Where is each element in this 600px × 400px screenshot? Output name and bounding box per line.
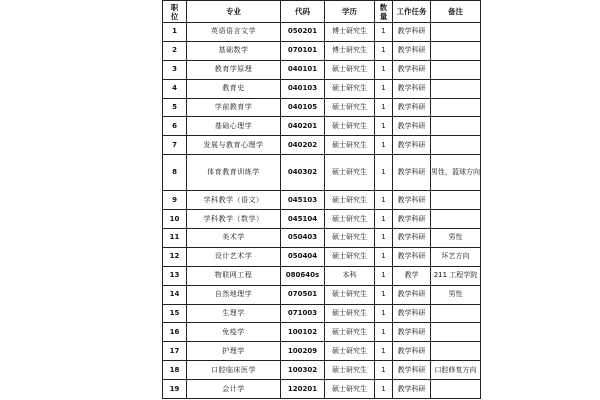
cell-major: 基础心理学: [187, 117, 281, 136]
header-major: 专业: [187, 1, 281, 23]
cell-note: 环艺方向: [431, 247, 481, 266]
cell-count: 1: [375, 136, 393, 155]
cell-note: [431, 191, 481, 210]
cell-index: 13: [163, 266, 187, 285]
cell-major: 设计艺术学: [187, 247, 281, 266]
table-row: [163, 229, 481, 248]
table-row: [163, 285, 481, 304]
cell-note: [431, 98, 481, 117]
cell-index: 19: [163, 380, 187, 399]
cell-count: 1: [375, 229, 393, 248]
cell-major: 学科教学（语文）: [187, 191, 281, 210]
cell-degree: 硕士研究生: [325, 117, 375, 136]
cell-code: 120201: [281, 380, 325, 399]
cell-note: 男性: [431, 285, 481, 304]
cell-note: [431, 304, 481, 323]
table-row: [163, 41, 481, 60]
cell-task: 教学科研: [393, 79, 431, 98]
cell-count: 1: [375, 98, 393, 117]
cell-task: 教学科研: [393, 342, 431, 361]
cell-degree: 硕士研究生: [325, 247, 375, 266]
cell-note: [431, 79, 481, 98]
cell-index: 12: [163, 247, 187, 266]
cell-note: [431, 60, 481, 79]
cell-code: 040101: [281, 60, 325, 79]
cell-index: 8: [163, 155, 187, 191]
table-row: [163, 342, 481, 361]
cell-note: [431, 323, 481, 342]
cell-major: 教育学原理: [187, 60, 281, 79]
cell-note: [431, 342, 481, 361]
cell-note: [431, 210, 481, 229]
cell-degree: 硕士研究生: [325, 60, 375, 79]
header-code: 代码: [281, 1, 325, 23]
cell-index: 7: [163, 136, 187, 155]
cell-major: 口腔临床医学: [187, 361, 281, 380]
cell-note: 男性: [431, 229, 481, 248]
table-row: [163, 60, 481, 79]
header-count: 数 量: [375, 1, 393, 23]
cell-note: 男性，篮球方向: [431, 155, 481, 191]
cell-major: 学前教育学: [187, 98, 281, 117]
table-row: [163, 155, 481, 191]
cell-degree: 硕士研究生: [325, 79, 375, 98]
table-header-row: [163, 1, 481, 23]
header-note: 备注: [431, 1, 481, 23]
cell-count: 1: [375, 79, 393, 98]
cell-task: 教学科研: [393, 155, 431, 191]
table-row: [163, 117, 481, 136]
cell-index: 15: [163, 304, 187, 323]
cell-degree: 硕士研究生: [325, 155, 375, 191]
cell-task: 教学科研: [393, 191, 431, 210]
cell-count: 1: [375, 285, 393, 304]
cell-task: 教学科研: [393, 304, 431, 323]
table-row: [163, 136, 481, 155]
table-row: [163, 323, 481, 342]
cell-note: [431, 380, 481, 399]
cell-index: 2: [163, 41, 187, 60]
cell-index: 17: [163, 342, 187, 361]
cell-major: 生理学: [187, 304, 281, 323]
cell-index: 18: [163, 361, 187, 380]
cell-index: 1: [163, 23, 187, 42]
cell-index: 6: [163, 117, 187, 136]
header-index: 职 位: [163, 1, 187, 23]
cell-count: 1: [375, 247, 393, 266]
cell-code: 040103: [281, 79, 325, 98]
cell-degree: 博士研究生: [325, 23, 375, 42]
table-row: [163, 79, 481, 98]
table-row: [163, 247, 481, 266]
table-row: [163, 380, 481, 399]
cell-task: 教学科研: [393, 23, 431, 42]
cell-code: 045104: [281, 210, 325, 229]
cell-count: 1: [375, 304, 393, 323]
cell-degree: 硕士研究生: [325, 285, 375, 304]
cell-count: 1: [375, 23, 393, 42]
cell-task: 教学科研: [393, 229, 431, 248]
table-row: [163, 210, 481, 229]
cell-count: 1: [375, 210, 393, 229]
table-row: [163, 361, 481, 380]
cell-task: 教学科研: [393, 380, 431, 399]
cell-index: 9: [163, 191, 187, 210]
cell-code: 040202: [281, 136, 325, 155]
table-row: [163, 266, 481, 285]
cell-code: 045103: [281, 191, 325, 210]
cell-count: 1: [375, 266, 393, 285]
cell-count: 1: [375, 191, 393, 210]
cell-degree: 硕士研究生: [325, 342, 375, 361]
cell-major: 体育教育训练学: [187, 155, 281, 191]
cell-major: 发展与教育心理学: [187, 136, 281, 155]
cell-index: 16: [163, 323, 187, 342]
cell-task: 教学科研: [393, 136, 431, 155]
recruitment-table: [162, 0, 481, 399]
cell-index: 11: [163, 229, 187, 248]
cell-index: 4: [163, 79, 187, 98]
cell-degree: 本科: [325, 266, 375, 285]
cell-code: 040201: [281, 117, 325, 136]
cell-major: 英语语言文学: [187, 23, 281, 42]
cell-degree: 硕士研究生: [325, 191, 375, 210]
cell-index: 3: [163, 60, 187, 79]
cell-task: 教学科研: [393, 285, 431, 304]
cell-degree: 硕士研究生: [325, 304, 375, 323]
cell-note: 211 工程学院: [431, 266, 481, 285]
cell-major: 物联网工程: [187, 266, 281, 285]
cell-major: 会计学: [187, 380, 281, 399]
recruitment-table-page: [162, 0, 480, 399]
cell-major: 美术学: [187, 229, 281, 248]
cell-task: 教学科研: [393, 60, 431, 79]
table-row: [163, 304, 481, 323]
cell-code: 100102: [281, 323, 325, 342]
cell-count: 1: [375, 342, 393, 361]
cell-task: 教学科研: [393, 117, 431, 136]
cell-degree: 硕士研究生: [325, 323, 375, 342]
cell-degree: 硕士研究生: [325, 210, 375, 229]
cell-index: 14: [163, 285, 187, 304]
cell-major: 教育史: [187, 79, 281, 98]
cell-major: 基础数学: [187, 41, 281, 60]
cell-count: 1: [375, 155, 393, 191]
cell-count: 1: [375, 41, 393, 60]
cell-degree: 硕士研究生: [325, 229, 375, 248]
cell-count: 1: [375, 380, 393, 399]
cell-code: 071003: [281, 304, 325, 323]
cell-index: 5: [163, 98, 187, 117]
cell-count: 1: [375, 323, 393, 342]
cell-count: 1: [375, 117, 393, 136]
cell-index: 10: [163, 210, 187, 229]
cell-code: 050404: [281, 247, 325, 266]
cell-code: 040105: [281, 98, 325, 117]
cell-count: 1: [375, 60, 393, 79]
cell-note: [431, 136, 481, 155]
cell-note: [431, 117, 481, 136]
cell-code: 100209: [281, 342, 325, 361]
cell-degree: 硕士研究生: [325, 98, 375, 117]
cell-count: 1: [375, 361, 393, 380]
cell-code: 080640s: [281, 266, 325, 285]
cell-major: 免疫学: [187, 323, 281, 342]
cell-degree: 硕士研究生: [325, 136, 375, 155]
cell-major: 护理学: [187, 342, 281, 361]
cell-task: 教学科研: [393, 247, 431, 266]
cell-code: 040302: [281, 155, 325, 191]
cell-degree: 硕士研究生: [325, 380, 375, 399]
cell-task: 教学科研: [393, 323, 431, 342]
cell-code: 050403: [281, 229, 325, 248]
table-body: [163, 23, 481, 399]
cell-code: 070101: [281, 41, 325, 60]
cell-code: 050201: [281, 23, 325, 42]
table-row: [163, 98, 481, 117]
cell-degree: 博士研究生: [325, 41, 375, 60]
cell-task: 教学科研: [393, 41, 431, 60]
table-row: [163, 191, 481, 210]
cell-code: 070501: [281, 285, 325, 304]
cell-note: [431, 23, 481, 42]
cell-task: 教学: [393, 266, 431, 285]
cell-task: 教学科研: [393, 98, 431, 117]
cell-code: 100302: [281, 361, 325, 380]
cell-task: 教学科研: [393, 210, 431, 229]
header-task: 工作任务: [393, 1, 431, 23]
table-row: [163, 23, 481, 42]
cell-major: 自然地理学: [187, 285, 281, 304]
cell-degree: 硕士研究生: [325, 361, 375, 380]
header-degree: 学历: [325, 1, 375, 23]
cell-task: 教学科研: [393, 361, 431, 380]
cell-major: 学科教学（数学）: [187, 210, 281, 229]
cell-note: 口腔修复方向: [431, 361, 481, 380]
cell-note: [431, 41, 481, 60]
